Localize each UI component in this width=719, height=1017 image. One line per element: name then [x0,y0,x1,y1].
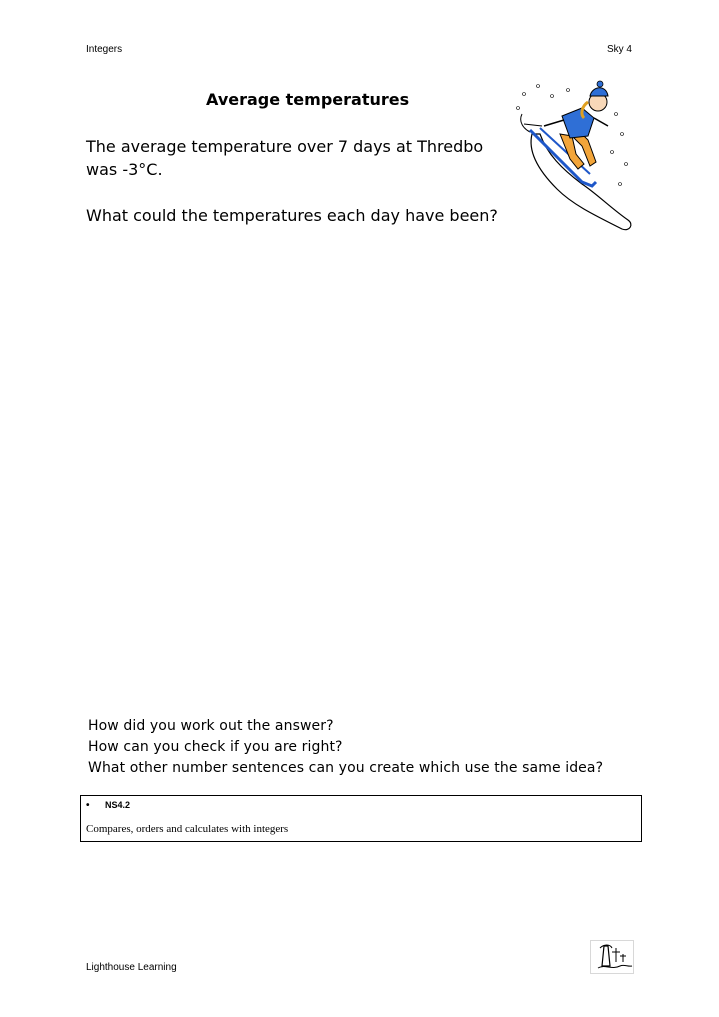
skier-illustration [512,74,636,234]
problem-statement: The average temperature over 7 days at Thredbo was -3°C. [86,137,484,179]
outcome-code-text: NS4.2 [105,800,131,810]
outcome-code [86,800,131,811]
syllabus-outcome-box [80,795,642,842]
page-title: Average temperatures [206,90,410,109]
question-1: How did you work out the answer? [88,718,334,734]
footer-text: Lighthouse Learning [86,962,177,973]
question-2: How can you check if you are right? [88,739,343,755]
reflection-questions [88,716,603,779]
outcome-description: Compares, orders and calculates with integers [86,823,289,835]
problem-question: What could the temperatures each day have been? [86,206,498,225]
lighthouse-logo [590,940,634,974]
bullet-icon: • [86,800,90,811]
header-left: Integers [86,44,123,55]
question-3: What other number sentences can you create which use the same idea? [88,760,604,776]
header-right: Sky 4 [606,44,632,55]
